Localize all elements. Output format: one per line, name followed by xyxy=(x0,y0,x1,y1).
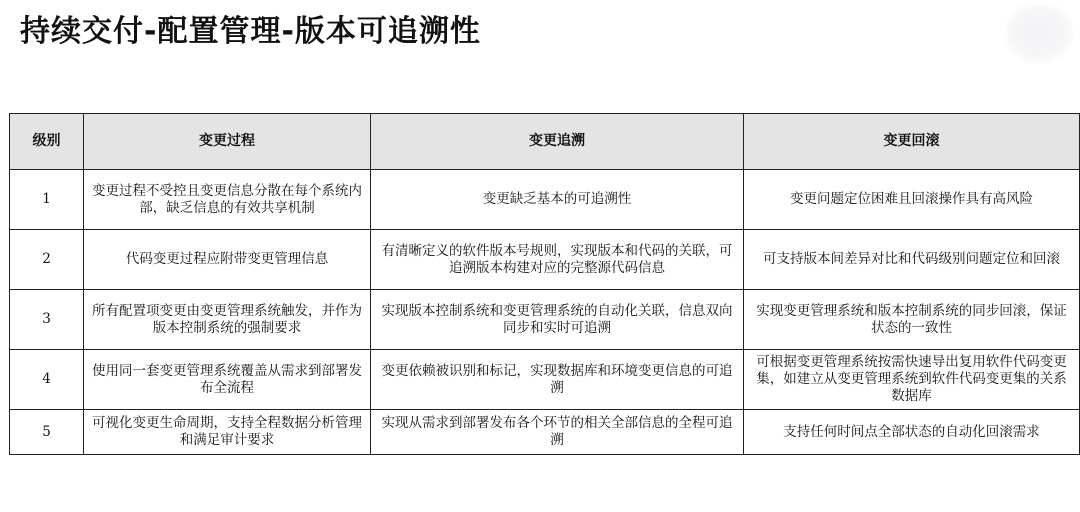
header-level: 级别 xyxy=(10,114,84,170)
process-cell: 所有配置项变更由变更管理系统触发，并作为版本控制系统的强制要求 xyxy=(84,290,371,350)
level-cell: 5 xyxy=(10,410,84,455)
level-cell: 1 xyxy=(10,170,84,230)
trace-cell: 实现从需求到部署发布各个环节的相关全部信息的全程可追溯 xyxy=(371,410,744,455)
process-cell: 可视化变更生命周期，支持全程数据分析管理和满足审计要求 xyxy=(84,410,371,455)
rollback-cell: 可根据变更管理系统按需快速导出复用软件代码变更集，如建立从变更管理系统到软件代码变更集的关系数据库 xyxy=(744,350,1080,410)
process-cell: 变更过程不受控且变更信息分散在每个系统内部，缺乏信息的有效共享机制 xyxy=(84,170,371,230)
trace-cell: 实现版本控制系统和变更管理系统的自动化关联，信息双向同步和实时可追溯 xyxy=(371,290,744,350)
decorative-blob xyxy=(1004,2,1074,64)
header-change-rollback: 变更回滚 xyxy=(744,114,1080,170)
table-row xyxy=(10,350,1080,410)
page-title: 持续交付-配置管理-版本可追溯性 xyxy=(20,14,481,49)
table-row xyxy=(10,290,1080,350)
level-cell: 2 xyxy=(10,230,84,290)
table-row xyxy=(10,230,1080,290)
trace-cell: 变更缺乏基本的可追溯性 xyxy=(371,170,744,230)
table-row xyxy=(10,410,1080,455)
process-cell: 使用同一套变更管理系统覆盖从需求到部署发布全流程 xyxy=(84,350,371,410)
trace-cell: 变更依赖被识别和标记，实现数据库和环境变更信息的可追溯 xyxy=(371,350,744,410)
table-row xyxy=(10,170,1080,230)
process-cell: 代码变更过程应附带变更管理信息 xyxy=(84,230,371,290)
maturity-table xyxy=(9,113,1080,455)
level-cell: 4 xyxy=(10,350,84,410)
rollback-cell: 实现变更管理系统和版本控制系统的同步回滚，保证状态的一致性 xyxy=(744,290,1080,350)
header-change-trace: 变更追溯 xyxy=(371,114,744,170)
rollback-cell: 支持任何时间点全部状态的自动化回滚需求 xyxy=(744,410,1080,455)
rollback-cell: 变更问题定位困难且回滚操作具有高风险 xyxy=(744,170,1080,230)
header-change-process: 变更过程 xyxy=(84,114,371,170)
rollback-cell: 可支持版本间差异对比和代码级别问题定位和回滚 xyxy=(744,230,1080,290)
table-header-row xyxy=(10,114,1080,170)
trace-cell: 有清晰定义的软件版本号规则，实现版本和代码的关联，可追溯版本构建对应的完整源代码信息 xyxy=(371,230,744,290)
level-cell: 3 xyxy=(10,290,84,350)
